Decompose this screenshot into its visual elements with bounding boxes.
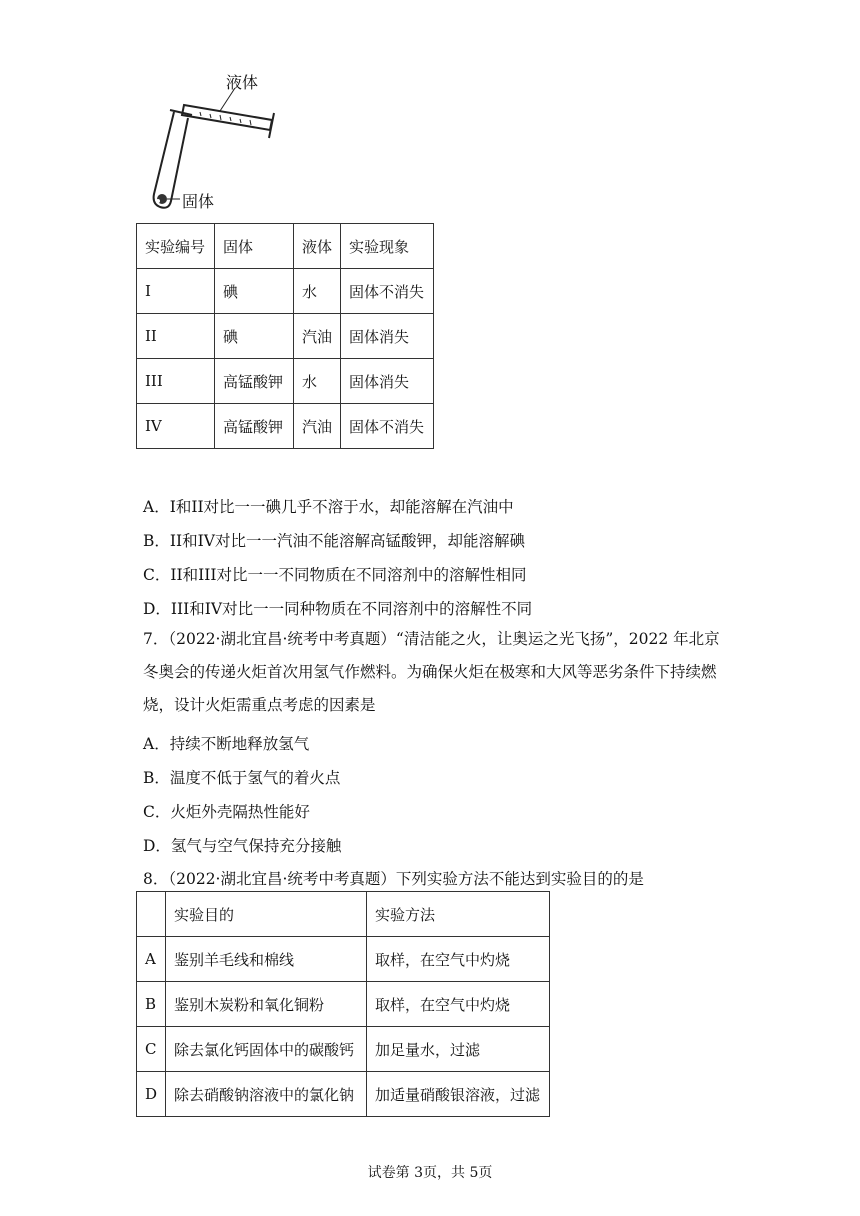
table-header-row <box>137 892 550 937</box>
experiment-table <box>136 223 434 449</box>
table-cell: IV <box>137 404 215 449</box>
q8-stem: 8．（2022·湖北宜昌·统考中考真题）下列实验方法不能达到实验目的的是 <box>143 870 644 888</box>
q7-option-a: A．持续不断地释放氢气 <box>143 735 310 753</box>
table-header-cell: 实验现象 <box>341 224 434 269</box>
table-cell: C <box>137 1027 166 1072</box>
table-header-row <box>137 224 434 269</box>
table-cell: I <box>137 269 215 314</box>
q6-option-b: B．II和IV对比一一汽油不能溶解高锰酸钾，却能溶解碘 <box>143 532 525 550</box>
table-cell: 固体不消失 <box>341 269 434 314</box>
table-cell: A <box>137 937 166 982</box>
table-cell: II <box>137 314 215 359</box>
table-cell: 取样，在空气中灼烧 <box>367 982 550 1027</box>
table-cell: 加适量硝酸银溶液，过滤 <box>367 1072 550 1117</box>
table-cell: 碘 <box>215 269 294 314</box>
table-cell: 鉴别木炭粉和氧化铜粉 <box>166 982 367 1027</box>
table-header-cell: 液体 <box>294 224 341 269</box>
q7-stem: 7．（2022·湖北宜昌·统考中考真题）“清洁能之火，让奥运之光飞扬”，2022 年北京冬奥会的传递火炬首次用氢气作燃料。为确保火炬在极寒和大风等恶劣条件下持续燃烧，设计火炬需重点考虑的因素是 <box>143 630 720 714</box>
table-header-cell <box>137 892 166 937</box>
table-row <box>137 404 434 449</box>
table-cell: III <box>137 359 215 404</box>
table-header-cell: 实验编号 <box>137 224 215 269</box>
liquid-label: 液体 <box>226 73 259 92</box>
table-row <box>137 1027 550 1072</box>
experiment-figure <box>140 68 300 213</box>
test-tube-diagram <box>140 68 300 213</box>
table-cell: 碘 <box>215 314 294 359</box>
table-header-cell: 实验目的 <box>166 892 367 937</box>
page-footer: 试卷第 3页，共 5页 <box>367 1165 493 1181</box>
q6-option-a: A．I和II对比一一碘几乎不溶于水，却能溶解在汽油中 <box>143 498 514 516</box>
table-cell: 汽油 <box>294 314 341 359</box>
table-row <box>137 982 550 1027</box>
q7-option-c: C．火炬外壳隔热性能好 <box>143 803 310 821</box>
table-cell: 水 <box>294 359 341 404</box>
table-cell: 加足量水，过滤 <box>367 1027 550 1072</box>
table-cell: 高锰酸钾 <box>215 404 294 449</box>
table-cell: 固体消失 <box>341 359 434 404</box>
table-cell: 除去氯化钙固体中的碳酸钙 <box>166 1027 367 1072</box>
table-cell: 固体不消失 <box>341 404 434 449</box>
q7-option-d: D．氢气与空气保持充分接触 <box>143 837 342 855</box>
table-row <box>137 359 434 404</box>
table-cell: 取样，在空气中灼烧 <box>367 937 550 982</box>
table-cell: 水 <box>294 269 341 314</box>
table-row <box>137 314 434 359</box>
table-cell: 除去硝酸钠溶液中的氯化钠 <box>166 1072 367 1117</box>
table-cell: D <box>137 1072 166 1117</box>
method-table <box>136 891 550 1117</box>
solid-label: 固体 <box>182 192 215 211</box>
table-header-cell: 固体 <box>215 224 294 269</box>
q6-option-c: C．II和III对比一一不同物质在不同溶剂中的溶解性相同 <box>143 566 527 584</box>
table-cell: B <box>137 982 166 1027</box>
table-cell: 高锰酸钾 <box>215 359 294 404</box>
q7-option-b: B．温度不低于氢气的着火点 <box>143 769 341 787</box>
table-row <box>137 937 550 982</box>
table-row <box>137 269 434 314</box>
table-cell: 鉴别羊毛线和棉线 <box>166 937 367 982</box>
table-row <box>137 1072 550 1117</box>
q6-option-d: D．III和IV对比一一同种物质在不同溶剂中的溶解性不同 <box>143 600 533 618</box>
table-cell: 汽油 <box>294 404 341 449</box>
table-cell: 固体消失 <box>341 314 434 359</box>
table-header-cell: 实验方法 <box>367 892 550 937</box>
